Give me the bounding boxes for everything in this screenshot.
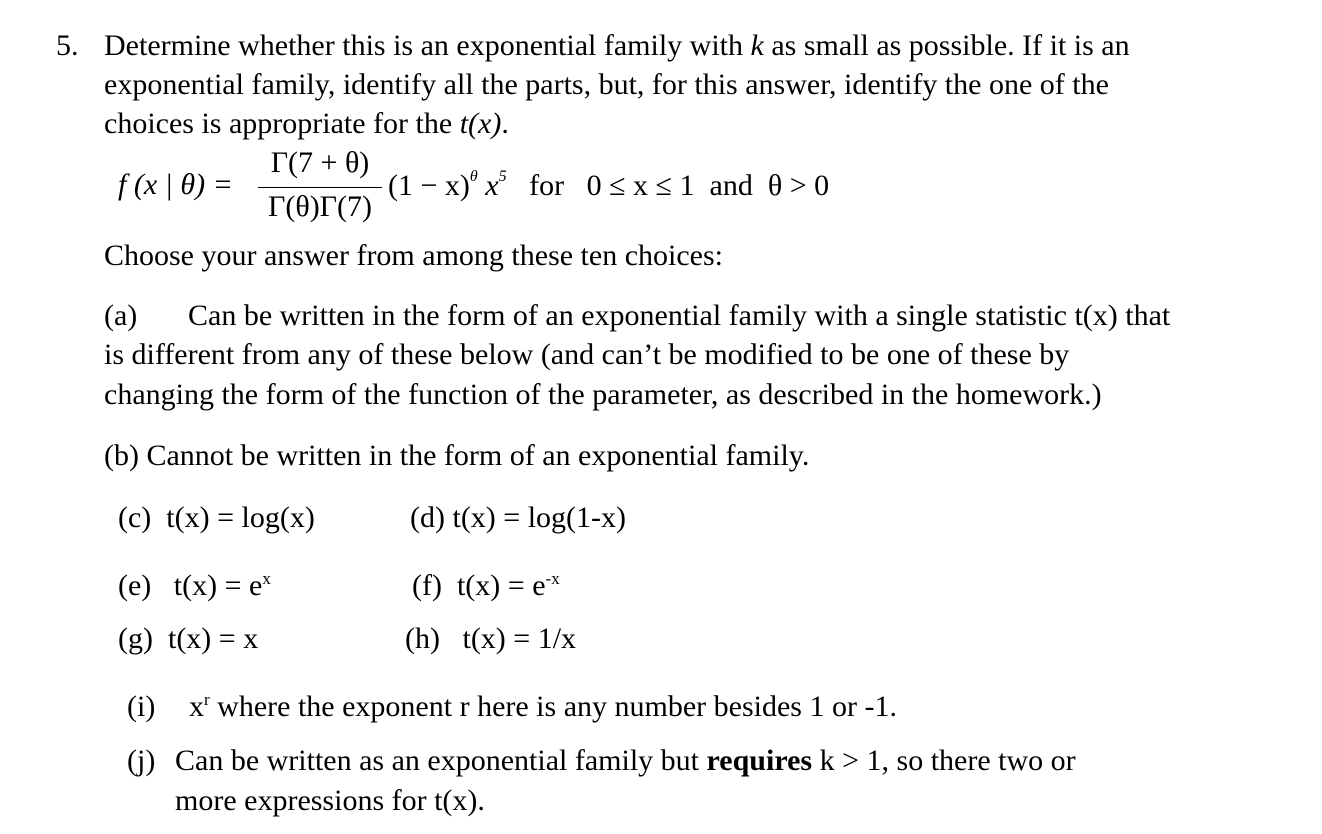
choice-g: (g) t(x) = x [118,622,259,655]
choice-c: (c) t(x) = log(x) [118,501,315,534]
choices-prompt: Choose your answer from among these ten choices: [104,239,723,272]
choice-a-line-3: changing the form of the function of the parameter, as described in the homework.) [104,378,1102,411]
choice-h: (h) t(x) = 1/x [405,622,577,655]
density-formula [118,146,878,232]
question-line-3: choices is appropriate for the t(x). [104,107,509,140]
fraction-denominator: Γ(θ)Γ(7) [267,190,373,223]
choice-a-line-2: is different from any of these below (and can’t be modified to be one of these by [104,338,1070,371]
choice-a-line-1: (a) Can be written in the form of an exponential family with a single statistic t(x) that [104,296,1170,336]
question-line-2: exponential family, identify all the parts, but, for this answer, identify the one of the [104,68,1109,101]
choice-j-line-1: (j) Can be written as an exponential family but requires k > 1, so there two or [127,741,1076,781]
choice-a-label: (a) [104,299,138,332]
choice-b: (b) Cannot be written in the form of an exponential family. [104,439,810,472]
choice-j-label: (j) [127,744,156,777]
choice-f: (f) $t(x) = e^{-x}$ [412,569,560,602]
choice-d: (d) t(x) = log(1-x) [410,501,627,534]
choice-e: (e) $t(x) = e^x$ [118,569,271,602]
choice-i-label: (i) [127,690,156,723]
fraction-numerator: Γ(7 + θ) [270,146,370,179]
formula-rhs: $(1 - x)^\theta$ $x^5$ for 0 ≤ x ≤ 1 and θ > 0 [388,168,830,202]
choice-j-line-2: more expressions for t(x). [175,784,485,817]
fraction-bar [258,187,382,188]
choice-i: (i) $x^r$ where the exponent r here is any number besides 1 or -1. [127,680,897,727]
formula-lhs: f (x | θ) = [118,168,233,201]
question-number: 5. [56,29,79,62]
question-line-1: Determine whether this is an exponential family with k as small as possible. If it is an [104,29,1130,62]
